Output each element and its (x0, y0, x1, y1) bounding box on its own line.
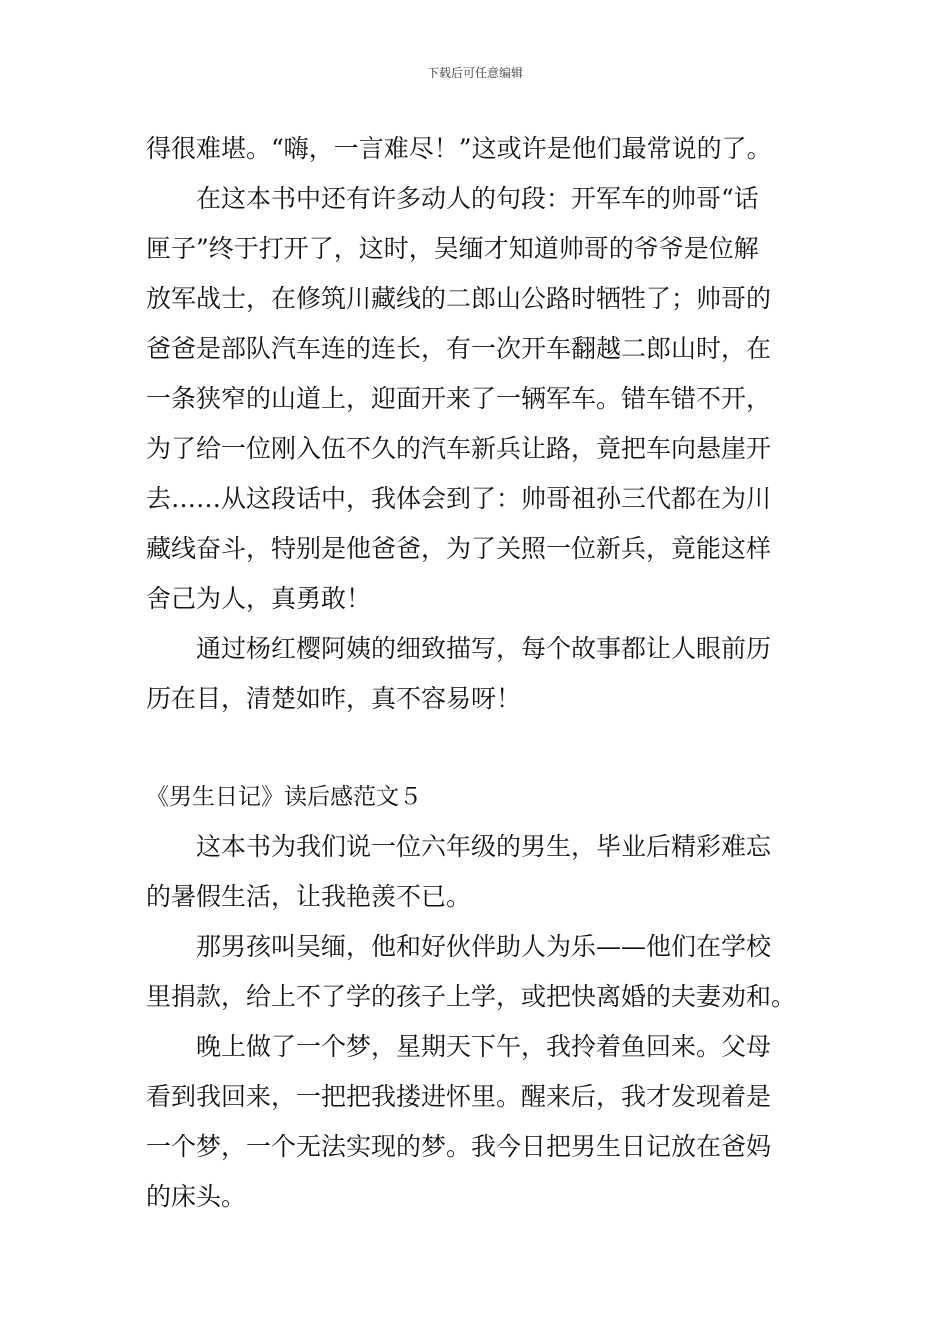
paragraph-line: 里捐款，给上不了学的孩子上学，或把快离婚的夫妻劝和。 (146, 982, 797, 1011)
paragraph-line: 历在目，清楚如昨，真不容易呀！ (146, 684, 522, 713)
paragraph-line: 爸爸是部队汽车连的连长，有一次开车翻越二郎山时，在 (146, 334, 772, 363)
paragraph-line: 的暑假生活，让我艳羡不已。 (146, 882, 472, 911)
paragraph-line: 那男孩叫吴缅，他和好伙伴助人为乐——他们在学校 (196, 932, 772, 961)
paragraph-line: 放军战士，在修筑川藏线的二郎山公路时牺牲了；帅哥的 (146, 284, 772, 313)
paragraph-line: 看到我回来，一把把我搂进怀里。醒来后，我才发现着是 (146, 1082, 772, 1111)
paragraph-line: 去……从这段话中，我体会到了：帅哥祖孙三代都在为川 (146, 484, 772, 513)
paragraph-line: 这本书为我们说一位六年级的男生，毕业后精彩难忘 (196, 832, 772, 861)
paragraph-line: 舍己为人，真勇敢！ (146, 584, 372, 613)
section-gap (146, 724, 806, 772)
paragraph-line: 一个梦，一个无法实现的梦。我今日把男生日记放在爸妈 (146, 1132, 772, 1161)
paragraph-line: 得很难堪。“嗨，一言难尽！”这或许是他们最常说的了。 (146, 134, 772, 163)
paragraph-line: 藏线奋斗，特别是他爸爸，为了关照一位新兵，竟能这样 (146, 534, 772, 563)
page-header-note: 下载后可任意编辑 (426, 66, 523, 80)
paragraph-line: 一条狭窄的山道上，迎面开来了一辆军车。错车错不开， (146, 384, 772, 413)
paragraph-line: 匣子”终于打开了，这时，吴缅才知道帅哥的爷爷是位解 (146, 234, 759, 263)
document-body (146, 124, 806, 1222)
paragraph-line: 在这本书中还有许多动人的句段：开军车的帅哥“话 (196, 184, 759, 213)
paragraph-line: 为了给一位刚入伍不久的汽车新兵让路，竟把车向悬崖开 (146, 434, 772, 463)
paragraph-line: 的床头。 (146, 1182, 247, 1211)
paragraph-line: 通过杨红樱阿姨的细致描写，每个故事都让人眼前历 (196, 634, 772, 663)
paragraph-line: 晚上做了一个梦，星期天下午，我拎着鱼回来。父母 (196, 1032, 772, 1061)
section-title: 《男生日记》读后感范文５ (146, 784, 422, 810)
